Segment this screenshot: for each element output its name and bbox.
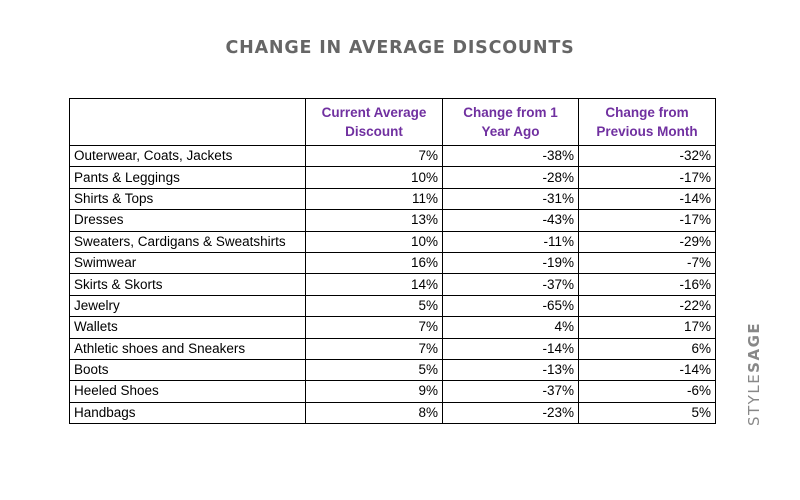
value-cell-col-2: -31%	[443, 188, 579, 209]
value-cell-col-2: 4%	[443, 317, 579, 338]
value-cell-col-3: -32%	[579, 146, 716, 167]
value-cell-col-1: 11%	[306, 188, 443, 209]
category-cell: Skirts & Skorts	[70, 274, 306, 295]
category-cell: Wallets	[70, 317, 306, 338]
value-cell-col-2: -37%	[443, 381, 579, 402]
table-row	[70, 146, 716, 167]
value-cell-col-1: 16%	[306, 252, 443, 273]
value-cell-col-3: -22%	[579, 295, 716, 316]
value-cell-col-1: 13%	[306, 210, 443, 231]
value-cell-col-3: 17%	[579, 317, 716, 338]
table-header-row	[70, 99, 716, 146]
value-cell-col-1: 14%	[306, 274, 443, 295]
table-row	[70, 338, 716, 359]
table-row	[70, 381, 716, 402]
stylesage-logo	[745, 322, 763, 426]
value-cell-col-2: -65%	[443, 295, 579, 316]
table-row	[70, 231, 716, 252]
value-cell-col-3: -16%	[579, 274, 716, 295]
logo-part-sage: SAGE	[745, 321, 763, 373]
value-cell-col-2: -23%	[443, 402, 579, 423]
value-cell-col-1: 5%	[306, 295, 443, 316]
column-header-line: Discount	[345, 124, 403, 139]
value-cell-col-2: -28%	[443, 167, 579, 188]
category-cell: Sweaters, Cardigans & Sweatshirts	[70, 231, 306, 252]
table-row	[70, 274, 716, 295]
discount-table	[69, 98, 716, 424]
value-cell-col-3: -14%	[579, 188, 716, 209]
value-cell-col-1: 5%	[306, 359, 443, 380]
table-row	[70, 252, 716, 273]
value-cell-col-1: 7%	[306, 317, 443, 338]
value-cell-col-3: -6%	[579, 381, 716, 402]
table-row	[70, 317, 716, 338]
value-cell-col-3: -29%	[579, 231, 716, 252]
table-row	[70, 167, 716, 188]
logo-part-style: STYLE	[745, 372, 763, 426]
category-cell: Shirts & Tops	[70, 188, 306, 209]
category-cell: Pants & Leggings	[70, 167, 306, 188]
category-cell: Swimwear	[70, 252, 306, 273]
category-cell: Outerwear, Coats, Jackets	[70, 146, 306, 167]
value-cell-col-1: 10%	[306, 231, 443, 252]
category-cell: Heeled Shoes	[70, 381, 306, 402]
value-cell-col-1: 10%	[306, 167, 443, 188]
column-header-line: Year Ago	[481, 124, 540, 139]
column-header-1	[306, 99, 443, 146]
column-header-line: Change from	[605, 105, 689, 120]
value-cell-col-2: -11%	[443, 231, 579, 252]
table-row	[70, 402, 716, 423]
value-cell-col-2: -37%	[443, 274, 579, 295]
column-header-line: Change from 1	[463, 105, 558, 120]
column-header-0	[70, 99, 306, 146]
table-row	[70, 295, 716, 316]
table-body	[70, 146, 716, 424]
category-cell: Handbags	[70, 402, 306, 423]
value-cell-col-3: -7%	[579, 252, 716, 273]
value-cell-col-3: -17%	[579, 210, 716, 231]
value-cell-col-1: 9%	[306, 381, 443, 402]
value-cell-col-2: -19%	[443, 252, 579, 273]
column-header-3	[579, 99, 716, 146]
column-header-line: Current Average	[321, 105, 427, 120]
table-row	[70, 359, 716, 380]
category-cell: Athletic shoes and Sneakers	[70, 338, 306, 359]
value-cell-col-1: 8%	[306, 402, 443, 423]
value-cell-col-1: 7%	[306, 338, 443, 359]
value-cell-col-2: -13%	[443, 359, 579, 380]
category-cell: Jewelry	[70, 295, 306, 316]
value-cell-col-3: 6%	[579, 338, 716, 359]
value-cell-col-3: -17%	[579, 167, 716, 188]
value-cell-col-2: -43%	[443, 210, 579, 231]
table-row	[70, 210, 716, 231]
category-cell: Dresses	[70, 210, 306, 231]
category-cell: Boots	[70, 359, 306, 380]
column-header-line: Previous Month	[596, 124, 698, 139]
chart-title: CHANGE IN AVERAGE DISCOUNTS	[225, 38, 575, 58]
value-cell-col-2: -14%	[443, 338, 579, 359]
value-cell-col-2: -38%	[443, 146, 579, 167]
column-header-2	[443, 99, 579, 146]
table-row	[70, 188, 716, 209]
value-cell-col-3: 5%	[579, 402, 716, 423]
value-cell-col-1: 7%	[306, 146, 443, 167]
value-cell-col-3: -14%	[579, 359, 716, 380]
